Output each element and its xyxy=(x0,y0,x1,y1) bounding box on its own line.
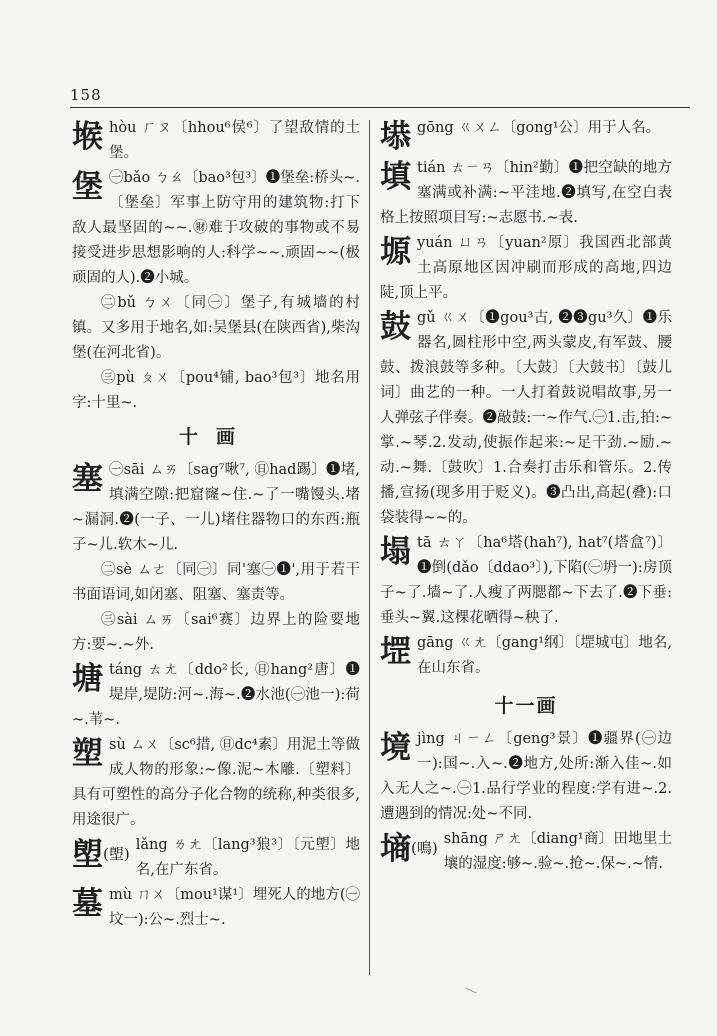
headword: 塞 xyxy=(72,461,103,497)
headword: 堡 xyxy=(72,169,103,205)
entry-tang xyxy=(72,658,360,733)
headword: 塱 xyxy=(72,837,103,873)
definition: yuán ㄩㄢ〔yuan²原〕我国西北部黄土高原地区因冲刷而形成的高地,四边陡,顶上平。 xyxy=(380,235,672,301)
definition: jìng ㄐㄧㄥ〔geng³景〕❶疆界(㊀边一):国~.入~.❷地方,处所:渐入佳~.如入无人之~.㊀1.品行学业的程度:学有进~.2.遭遇到的情况:处~不同. xyxy=(380,731,672,822)
column-divider xyxy=(369,120,370,975)
entry-mu xyxy=(72,883,360,933)
headword: 堽 xyxy=(380,634,411,670)
entry-jing xyxy=(380,727,672,827)
header-rule xyxy=(70,107,690,108)
stroke-section-heading: 十画 xyxy=(178,426,253,448)
definition: mù ㄇㄨ〔mou¹谋¹〕埋死人的地方(㊀坟一):公~.烈士~. xyxy=(109,887,360,928)
definition-sense-2: ㊁bǔ ㄅㄨ〔同㊀〕堡子,有城墙的村镇。又多用于地名,如:吴堡县(在陕西省),柴沟堡(在河北省)。 xyxy=(72,295,360,361)
definition: tā ㄊㄚ〔ha⁶塔(hah⁷), hat⁷(塔盒⁷)〕❶倒(dǎo〔ddao³〕),下陷(㊀坍一):房顶子~了.墙~了.人瘦了两腮都~下去了.❷下垂:垂头~翼.这棵花晒得~秧了. xyxy=(380,535,672,626)
definition: sù ㄙㄨ〔sc⁶措, ㊐dc⁴素〕用泥土等做成人物的形象:~像.泥~木雕.〔塑料〕具有可塑性的高分子化合物的统称,种类很多,用途很广。 xyxy=(72,737,360,828)
stroke-section-heading: 十一画 xyxy=(494,695,558,717)
entry-gong xyxy=(380,116,672,156)
headword: 墓 xyxy=(72,886,103,922)
variant-form: (鳴) xyxy=(411,839,438,857)
headword: 塘 xyxy=(72,661,103,697)
definition: ㊀sāi ㄙㄞ〔sag⁷啾⁷, ㊐had踢〕❶堵,填满空隙:把窟窿~住.~了一嘴馒头.堵~漏洞.❷(一子、一儿)堵住器物口的东西:瓶子~儿.软木~儿. xyxy=(72,462,360,553)
headword: 墒 xyxy=(380,831,411,867)
headword: 塌 xyxy=(380,534,411,570)
definition: lǎng ㄌㄤ〔lang³狼³〕〔元塱〕地名,在广东省。 xyxy=(135,837,360,878)
left-column xyxy=(72,116,360,933)
definition: gǔ ㄍㄨ〔❶gou³古, ❷❸gu³久〕❶乐器名,圆柱形中空,两头蒙皮,有军鼓、腰鼓、拨浪鼓等多种。〔大鼓〕〔大鼓书〕〔鼓儿词〕曲艺的一种。一人打着鼓说唱故事,另一人弹弦子伴奏。❷敲鼓:一~作气.㊀1.击,拍:~掌.~琴.2.发动,使振作起来:~足干劲.~励.~动.~舞.〔鼓吹〕1.合奏打击乐和管乐。2.传播,宣扬(现多用于贬义)。❸凸出,高起(叠):口袋装得~~的。 xyxy=(380,310,672,526)
entry-hou xyxy=(72,116,360,166)
definition-sense-3: ㊂pù ㄆㄨ〔pou⁴铺, bao³包³〕地名用字:十里~. xyxy=(72,370,360,411)
definition: ㊀bǎo ㄅㄠ〔bao³包³〕❶堡垒:桥头~.〔堡垒〕军事上防守用的建筑物:打下敌人最坚固的~~.㊖难于攻破的事物或不易接受进步思想影响的人:科学~~.顽固~~(极顽固的人).❷小城。 xyxy=(72,170,360,286)
entry-su xyxy=(72,733,360,833)
headword: 塨 xyxy=(380,119,411,155)
entry-gang xyxy=(380,631,672,681)
entry-shang xyxy=(380,827,672,877)
page-number: 158 xyxy=(70,86,102,104)
headword: 填 xyxy=(380,159,411,195)
definition-sense-2: ㊁sè ㄙㄜ〔同㊀〕同'塞㊀❶',用于若干书面语词,如闭塞、阻塞、塞责等。 xyxy=(72,562,360,603)
headword: 鼓 xyxy=(380,309,411,345)
definition: gāng ㄍㄤ〔gang¹纲〕〔堽城屯〕地名,在山东省。 xyxy=(417,635,672,676)
entry-ta xyxy=(380,531,672,631)
entry-bao xyxy=(72,166,360,416)
definition: táng ㄊㄤ〔ddo²长, ㊐hang²唐〕❶堤岸,堤防:河~.海~.❷水池(㊀池一):荷~.苇~. xyxy=(72,662,360,728)
variant-form: (塱) xyxy=(103,845,130,863)
stray-pencil-mark xyxy=(465,988,476,994)
definition: shāng ㄕㄤ〔diang¹商〕田地里土壤的湿度:够~.验~.抢~.保~.~情. xyxy=(443,831,672,872)
headword: 境 xyxy=(380,730,411,766)
definition: hòu ㄏㄡ〔hhou⁶侯⁶〕了望敌情的土堡。 xyxy=(109,120,360,161)
definition: tián ㄊㄧㄢ〔hin²勤〕❶把空缺的地方塞满或补满:~平洼地.❷填写,在空白表格上按照项目写:~志愿书.~表. xyxy=(380,160,672,226)
entry-yuan xyxy=(380,231,672,306)
headword: 塑 xyxy=(72,736,103,772)
headword-with-variant xyxy=(72,835,130,874)
definition-sense-3: ㊂sài ㄙㄞ〔sai⁶赛〕边界上的险要地方:要~.~外. xyxy=(72,612,360,653)
entry-tian xyxy=(380,156,672,231)
definition: gōng ㄍㄨㄥ〔gong¹公〕用于人名。 xyxy=(417,120,661,136)
entry-lang xyxy=(72,833,360,883)
headword: 塬 xyxy=(380,234,411,270)
headword: 堠 xyxy=(72,119,103,155)
entry-gu xyxy=(380,306,672,531)
entry-sai xyxy=(72,458,360,658)
right-column xyxy=(380,116,672,877)
headword-with-variant xyxy=(380,829,438,868)
